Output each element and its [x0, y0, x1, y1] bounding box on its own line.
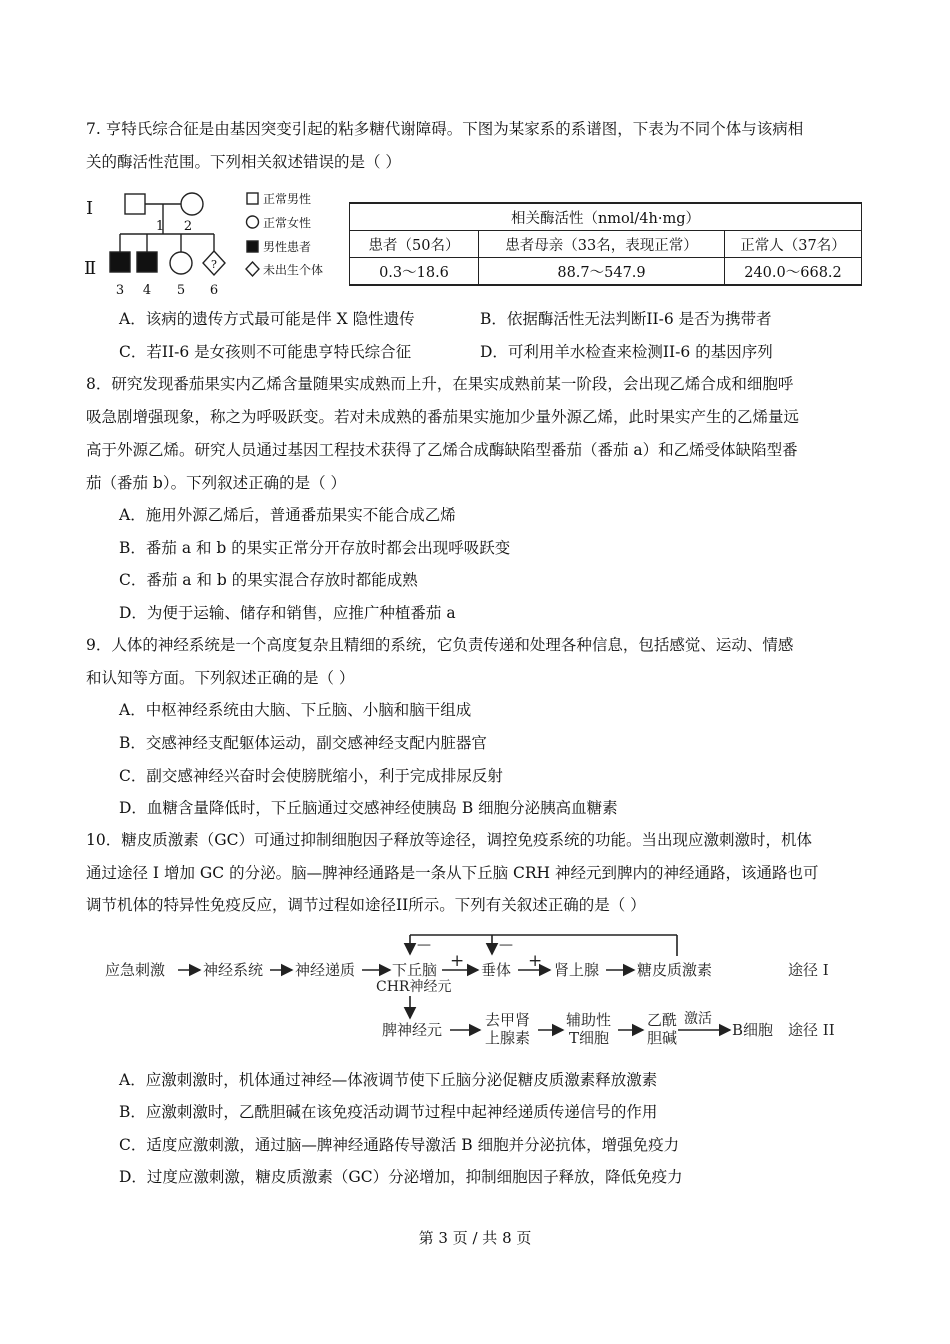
q10-stem-line2: 通过途径 I 增加 GC 的分泌。脑—脾神经通路是一条从下丘脑 CRH 神经元到脾内的神经通路，该通路也可: [86, 864, 819, 882]
node-stress-stimulus: 应急刺激: [105, 961, 166, 979]
value-patients: 0.3～18.6: [350, 258, 479, 286]
plus-sign-1: +: [450, 951, 465, 971]
individual-3: [110, 252, 130, 272]
node-pituitary: 垂体: [481, 961, 512, 979]
legend-affected-male: 男性患者: [263, 240, 312, 254]
q7-stem-line2: 关的酶活性范围。下列相关叙述错误的是（ ）: [86, 153, 401, 171]
table-title: 相关酶活性（nmol/4h·mg）: [350, 203, 862, 231]
node-norepinephrine-1: 去甲肾: [485, 1011, 531, 1029]
node-acetylcholine-1: 乙酰: [647, 1011, 678, 1029]
route-I-label: 途径 I: [788, 961, 829, 979]
value-normal: 240.0～668.2: [725, 258, 862, 286]
individual-2: [181, 193, 203, 215]
node-hypothalamus: 下丘脑: [392, 961, 438, 979]
node-neurotransmitter: 神经递质: [295, 961, 356, 979]
unknown-mark: ?: [211, 258, 217, 271]
legend-unborn: 未出生个体: [263, 263, 324, 277]
node-glucocorticoid: 糖皮质激素: [637, 961, 713, 979]
node-acetylcholine-2: 胆碱: [647, 1029, 678, 1047]
node-b-cell: B细胞: [732, 1021, 774, 1039]
q8-option-a: A．施用外源乙烯后，普通番茄果实不能合成乙烯: [119, 506, 456, 524]
legend-normal-male: 正常男性: [263, 192, 312, 206]
node-helper-t-2: T细胞: [569, 1029, 610, 1047]
q10-option-a: A．应激刺激时，机体通过神经—体液调节使下丘脑分泌促糖皮质激素释放激素: [119, 1071, 658, 1089]
route-II-label: 途径 II: [788, 1021, 835, 1039]
q8-stem-line3: 高于外源乙烯。研究人员通过基因工程技术获得了乙烯合成酶缺陷型番茄（番茄 a）和乙烯受体缺陷型番: [86, 441, 798, 459]
node-adrenal: 肾上腺: [554, 961, 600, 979]
generation-II-label: Ⅱ: [84, 258, 97, 279]
q10-stem-line3: 调节机体的特异性免疫反应，调节过程如途径II所示。下列有关叙述正确的是（ ）: [86, 896, 646, 914]
q8-option-c: C．番茄 a 和 b 的果实混合存放时都能成熟: [119, 571, 418, 589]
label-5: 5: [176, 283, 186, 298]
q9-stem-line2: 和认知等方面。下列叙述正确的是（ ）: [86, 669, 355, 687]
label-4: 4: [142, 283, 152, 298]
q10-option-c: C．适度应激刺激，通过脑—脾神经通路传导激活 B 细胞并分泌抗体，增强免疫力: [119, 1136, 680, 1154]
page-footer: 第 3 页 / 共 8 页: [418, 1229, 532, 1247]
header-mothers: 患者母亲（33名，表现正常）: [479, 231, 725, 258]
q9-stem-line1: 9．人体的神经系统是一个高度复杂且精细的系统，它负责传递和处理各种信息，包括感觉、运动、情感: [86, 636, 794, 654]
legend-normal-female: 正常女性: [263, 216, 312, 230]
header-normal: 正常人（37名）: [725, 231, 862, 258]
minus-sign-pituitary: —: [499, 937, 513, 953]
individual-1: [125, 194, 145, 214]
node-helper-t-1: 辅助性: [566, 1011, 612, 1029]
q8-stem-line1: 8．研究发现番茄果实内乙烯含量随果实成熟而上升，在果实成熟前某一阶段，会出现乙烯合成和细胞呼: [86, 375, 794, 393]
q10-stem-line1: 10．糖皮质激素（GC）可通过抑制细胞因子释放等途径，调控免疫系统的功能。当出现应激刺激时，机体: [86, 831, 812, 849]
node-crh-neuron: CHR神经元: [376, 979, 452, 995]
minus-sign-hypothalamus: —: [417, 937, 431, 953]
regulation-pathway-diagram: [100, 928, 860, 1053]
enzyme-activity-table: [349, 202, 862, 286]
value-mothers: 88.7～547.9: [479, 258, 725, 286]
header-patients: 患者（50名）: [350, 231, 479, 258]
q8-stem-line4: 茄（番茄 b）。下列叙述正确的是（ ）: [86, 474, 347, 492]
node-norepinephrine-2: 上腺素: [485, 1029, 531, 1047]
activate-label: 激活: [684, 1011, 712, 1027]
q10-option-d: D．过度应激刺激，糖皮质激素（GC）分泌增加，抑制细胞因子释放，降低免疫力: [119, 1168, 683, 1186]
q8-option-d: D．为便于运输、储存和销售，应推广种植番茄 a: [119, 604, 456, 622]
q7-option-b: B．依据酶活性无法判断II-6 是否为携带者: [480, 310, 772, 328]
q8-option-b: B．番茄 a 和 b 的果实正常分开存放时都会出现呼吸跃变: [119, 539, 511, 557]
q7-stem-line1: 7. 亨特氏综合征是由基因突变引起的粘多糖代谢障碍。下图为某家系的系谱图，下表为不同个体与该病相: [86, 120, 804, 138]
q9-option-c: C．副交感神经兴奋时会使膀胱缩小，利于完成排尿反射: [119, 767, 503, 785]
q10-option-b: B．应激刺激时，乙酰胆碱在该免疫活动调节过程中起神经递质传递信号的作用: [119, 1103, 658, 1121]
label-2: 2: [183, 219, 193, 234]
pedigree-chart: [82, 182, 342, 300]
q8-stem-line2: 吸急剧增强现象，称之为呼吸跃变。若对未成熟的番茄果实施加少量外源乙烯，此时果实产生的乙烯量远: [86, 408, 800, 426]
node-nervous-system: 神经系统: [203, 961, 264, 979]
q7-option-a: A．该病的遗传方式最可能是伴 X 隐性遗传: [119, 310, 415, 328]
individual-5: [170, 252, 192, 274]
label-6: 6: [209, 283, 219, 298]
q9-option-b: B．交感神经支配躯体运动，副交感神经支配内脏器官: [119, 734, 487, 752]
node-spleen-neuron: 脾神经元: [382, 1021, 443, 1039]
q7-option-c: C．若II-6 是女孩则不可能患亨特氏综合征: [119, 343, 412, 361]
label-3: 3: [115, 283, 125, 298]
plus-sign-2: +: [528, 951, 543, 971]
individual-4: [137, 252, 157, 272]
q7-option-d: D．可利用羊水检查来检测II-6 的基因序列: [480, 343, 773, 361]
generation-I-label: I: [86, 198, 94, 219]
q9-option-d: D．血糖含量降低时，下丘脑通过交感神经使胰岛 B 细胞分泌胰高血糖素: [119, 799, 618, 817]
label-1: 1: [155, 219, 165, 234]
q9-option-a: A．中枢神经系统由大脑、下丘脑、小脑和脑干组成: [119, 701, 472, 719]
